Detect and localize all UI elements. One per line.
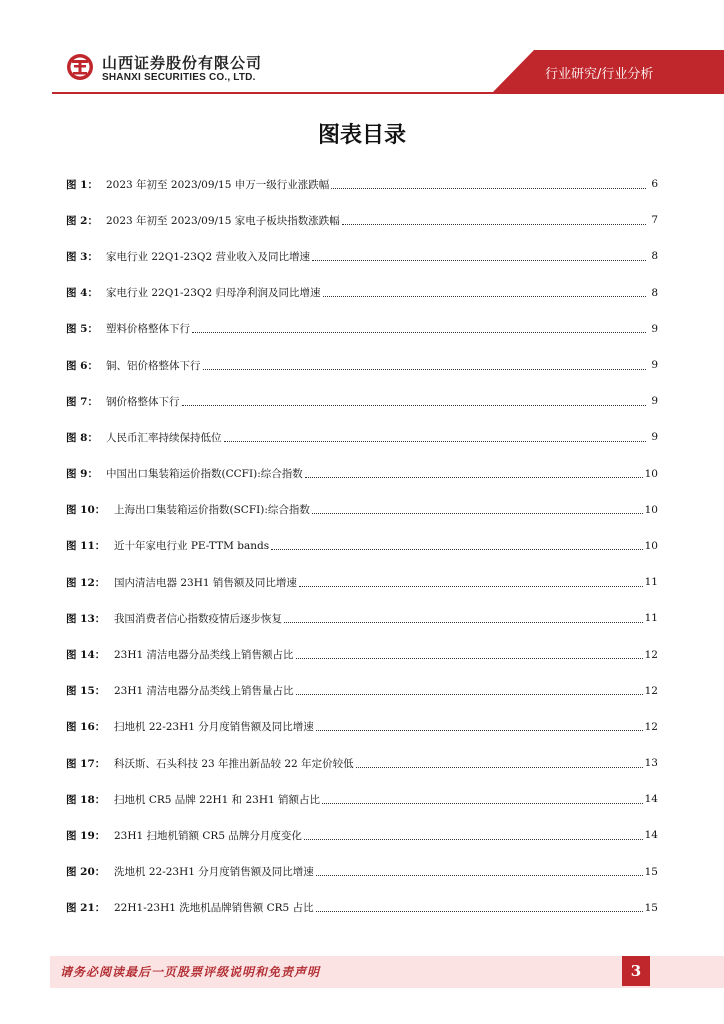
toc-entry-label: 图 14： [66,649,106,662]
toc-entry[interactable] [66,528,658,564]
footer-disclaimer: 请务必阅读最后一页股票评级说明和免责声明 [60,965,321,979]
toc-leader-dots [331,188,646,189]
toc-entry-page: 9 [651,359,658,372]
toc-entry-page: 10 [644,503,658,516]
toc-leader-dots [312,513,643,514]
company-name-en: SHANXI SECURITIES CO., LTD. [102,72,256,83]
page-header [0,0,724,100]
toc-entry-page: 11 [644,576,658,589]
toc-entry[interactable] [66,419,658,455]
toc-leader-dots [316,911,643,912]
toc-entry[interactable] [66,709,658,745]
toc-entry-label: 图 12： [66,576,106,589]
toc-entry-title: 人民币汇率持续保持低位 [106,431,222,444]
toc-entry-title: 中国出口集装箱运价指数(CCFI):综合指数 [106,468,303,481]
toc-leader-dots [224,441,647,442]
toc-entry-title: 家电行业 22Q1-23Q2 营业收入及同比增速 [106,250,311,263]
toc-entry-page: 8 [651,286,658,299]
toc-entry[interactable] [66,854,658,890]
toc-entry-title: 塑料价格整体下行 [106,323,190,336]
toc-entry-title: 23H1 扫地机销额 CR5 品牌分月度变化 [114,829,302,842]
header-divider [52,92,724,94]
toc-entry-label: 图 1： [66,178,98,191]
toc-entry[interactable] [66,202,658,238]
toc-entry-label: 图 16： [66,721,106,734]
toc-entry[interactable] [66,636,658,672]
toc-entry-title: 扫地机 CR5 品牌 22H1 和 23H1 销额占比 [114,793,321,806]
toc-entry-title: 钢价格整体下行 [106,395,180,408]
toc-entry-label: 图 6： [66,359,98,372]
toc-leader-dots [312,260,646,261]
toc-entry-page: 14 [644,829,658,842]
toc-entry-label: 图 19： [66,829,106,842]
toc-entry-title: 国内清洁电器 23H1 销售额及同比增速 [114,576,297,589]
toc-entry-label: 图 20： [66,866,106,879]
toc-entry-page: 15 [644,865,658,878]
toc-entry-label: 图 3： [66,250,98,263]
toc-leader-dots [284,622,643,623]
toc-entry-title: 23H1 清洁电器分品类线上销售额占比 [114,649,294,662]
toc-entry-label: 图 7： [66,395,98,408]
toc-entry-page: 10 [644,467,658,480]
section-label: 行业研究/行业分析 [545,67,654,82]
toc-entry[interactable] [66,890,658,926]
toc-entry[interactable] [66,347,658,383]
toc-entry-page: 14 [644,793,658,806]
toc-entry-page: 12 [644,648,658,661]
toc-entry-title: 2023 年初至 2023/09/15 申万一级行业涨跌幅 [106,178,330,191]
toc-leader-dots [296,694,643,695]
toc-entry-page: 8 [651,250,658,263]
company-logo-icon [66,53,94,81]
toc-entry[interactable] [66,492,658,528]
toc-entry-label: 图 8： [66,431,98,444]
toc-entry-title: 23H1 清洁电器分品类线上销售量占比 [114,685,294,698]
toc-entry-label: 图 4： [66,287,98,300]
toc-entry-label: 图 21： [66,902,106,915]
toc-entry[interactable] [66,781,658,817]
toc-entry[interactable] [66,311,658,347]
toc-entry-title: 上海出口集装箱运价指数(SCFI):综合指数 [114,504,310,517]
toc-leader-dots [271,549,643,550]
toc-entry-page: 12 [644,720,658,733]
table-of-figures [66,166,658,926]
toc-entry[interactable] [66,166,658,202]
toc-entry-label: 图 9： [66,468,98,481]
toc-entry[interactable] [66,238,658,274]
toc-entry-title: 扫地机 22-23H1 分月度销售额及同比增速 [114,721,314,734]
toc-entry-label: 图 2： [66,214,98,227]
toc-leader-dots [342,224,646,225]
toc-entry[interactable] [66,456,658,492]
toc-entry-label: 图 13： [66,612,106,625]
toc-entry-page: 15 [644,901,658,914]
toc-entry[interactable] [66,600,658,636]
toc-entry-label: 图 5： [66,323,98,336]
toc-leader-dots [322,803,643,804]
toc-leader-dots [203,369,647,370]
toc-entry-title: 铜、铝价格整体下行 [106,359,201,372]
toc-entry-title: 我国消费者信心指数疫情后逐步恢复 [114,612,282,625]
toc-entry-label: 图 10： [66,504,106,517]
toc-entry-page: 9 [651,395,658,408]
toc-entry-title: 22H1-23H1 洗地机品牌销售额 CR5 占比 [114,902,314,915]
toc-leader-dots [192,332,646,333]
toc-entry-title: 家电行业 22Q1-23Q2 归母净利润及同比增速 [106,287,321,300]
toc-entry-label: 图 11： [66,540,106,553]
toc-leader-dots [304,839,643,840]
toc-entry[interactable] [66,383,658,419]
toc-entry-title: 科沃斯、石头科技 23 年推出新品较 22 年定价较低 [114,757,354,770]
toc-entry-title: 2023 年初至 2023/09/15 家电子板块指数涨跌幅 [106,214,340,227]
toc-entry-label: 图 18： [66,793,106,806]
toc-leader-dots [316,730,643,731]
toc-entry[interactable] [66,275,658,311]
toc-leader-dots [356,767,643,768]
toc-leader-dots [296,658,643,659]
toc-entry-label: 图 15： [66,685,106,698]
company-name-cn: 山西证券股份有限公司 [102,54,263,72]
toc-leader-dots [182,405,647,406]
toc-entry-page: 9 [651,322,658,335]
toc-entry-label: 图 17： [66,757,106,770]
toc-entry[interactable] [66,745,658,781]
toc-entry-title: 近十年家电行业 PE-TTM bands [114,540,270,553]
toc-entry-page: 11 [644,612,658,625]
toc-entry-page: 7 [651,214,658,227]
toc-entry[interactable] [66,564,658,600]
toc-entry-page: 9 [651,431,658,444]
toc-entry[interactable] [66,817,658,853]
toc-leader-dots [299,586,643,587]
toc-entry[interactable] [66,673,658,709]
toc-entry-page: 13 [644,757,658,770]
toc-entry-page: 6 [651,178,658,191]
toc-leader-dots [316,875,643,876]
toc-leader-dots [323,296,646,297]
page-number: 3 [622,956,650,986]
toc-leader-dots [305,477,643,478]
page-title: 图表目录 [317,123,406,148]
toc-entry-title: 洗地机 22-23H1 分月度销售额及同比增速 [114,866,314,879]
toc-entry-page: 12 [644,684,658,697]
toc-entry-page: 10 [644,539,658,552]
